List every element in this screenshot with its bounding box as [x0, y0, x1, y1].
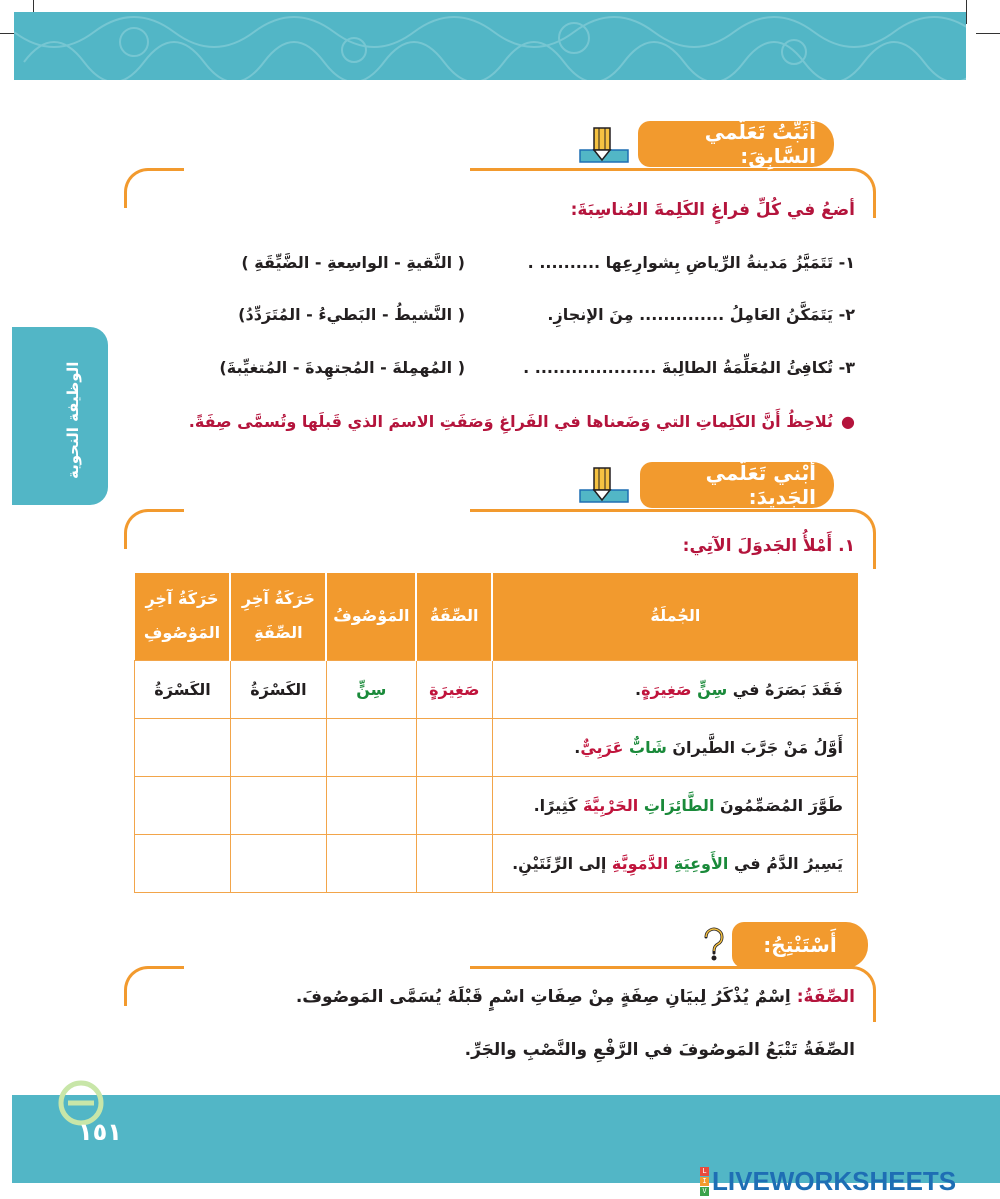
adjective-table — [134, 573, 858, 893]
pencil-icon — [578, 126, 630, 168]
header-described: المَوْصُوفُ — [326, 573, 416, 660]
question-mark-icon — [700, 926, 728, 966]
top-banner — [14, 12, 966, 80]
adjective-cell[interactable] — [416, 718, 492, 776]
bullet-icon: ● — [841, 412, 855, 431]
described-word: الأَوعِيَةِ — [673, 853, 729, 873]
sentence-cell: أَوَّلُ مَنْ جَرَّبَ الطَّيرانَ شَابٌّ عَرَبِيٌّ. — [492, 718, 857, 776]
exercise-options-3: ( المُهمِلةَ - المُجتهِدةَ - المُتغيِّبةَ) — [219, 358, 465, 377]
definition-term: الصِّفَةُ: — [796, 987, 855, 1007]
section2-task: ١. أَمْلأُ الجَدوَلَ الآتِي: — [682, 536, 855, 556]
described-cell[interactable] — [326, 776, 416, 834]
adjective-cell[interactable] — [416, 834, 492, 892]
section1-frame-left — [124, 168, 184, 208]
section3-frame-left — [124, 966, 184, 1006]
described-cell[interactable] — [326, 834, 416, 892]
section1-heading — [638, 121, 834, 167]
section2-heading-text: أَبْني تَعَلُّمي الجَديدَ: — [705, 461, 816, 509]
pencil-icon — [578, 466, 630, 508]
exercise-options-2: ( النَّشيطُ - البَطيءُ - المُتَرَدِّدُ) — [238, 305, 465, 324]
exercise-sentence-3: ٣- تُكافِئُ المُعَلِّمَةُ الطالِبةَ .................... . — [523, 358, 855, 377]
adjective-cell[interactable]: صَغِيرَةٍ — [416, 660, 492, 718]
adjective-ending-cell[interactable] — [230, 834, 326, 892]
section3-heading — [732, 922, 868, 968]
note-text: نُلاحِظُ أَنَّ الكَلِماتِ التي وَضَعناها في الفَراغِ وَصَفَتِ الاسمَ الذي قَبلَها وتُسمَّى صِفَةً. — [188, 412, 834, 431]
live-cubes-icon: L I V — [700, 1167, 709, 1196]
adjective-ending-cell[interactable]: الكَسْرَةُ — [230, 660, 326, 718]
crop-mark — [976, 33, 1000, 34]
described-cell[interactable] — [326, 718, 416, 776]
sentence-cell: طَوَّرَ المُصَمِّمُونَ الطَّائِرَاتِ الحَرْبِيَّةَ كَثِيرًا. — [492, 776, 857, 834]
exercise-sentence-1: ١- تَتَمَيَّزُ مَدينةُ الرِّياضِ بِشوارِعِها .......... . — [527, 253, 855, 272]
adjective-ending-cell[interactable] — [230, 776, 326, 834]
definition-text: اِسْمٌ يُذْكَرُ لِبيَانِ صِفَةٍ مِنْ صِفَاتِ اسْمٍ قَبْلَهُ يُسَمَّى المَوصُوفَ. — [295, 987, 797, 1007]
page-number: ١٥١ — [78, 1118, 122, 1146]
described-cell[interactable]: سِنٍّ — [326, 660, 416, 718]
adjective-word: الدَّمَوِيَّةِ — [611, 853, 669, 873]
side-tab-label: الوظيفة النحوية — [64, 361, 82, 479]
table-row — [135, 718, 858, 776]
adjective-word: صَغِيرَةٍ — [641, 679, 692, 699]
definition-line — [296, 987, 855, 1007]
table-row — [135, 776, 858, 834]
described-ending-cell[interactable] — [135, 834, 231, 892]
sentence-cell: يَسِيرُ الدَّمُ في الأَوعِيَةِ الدَّمَوِيَّةِ إلى الرِّئَتَيْنِ. — [492, 834, 857, 892]
header-described-ending: حَرَكَةُ آخِرِ المَوْصُوفِ — [135, 573, 231, 660]
arabesque-pattern-icon — [14, 12, 966, 80]
section1-note — [189, 412, 855, 431]
liveworksheets-logo[interactable] — [700, 1163, 956, 1199]
header-adjective-ending: حَرَكَةُ آخِرِ الصِّفَةِ — [230, 573, 326, 660]
described-ending-cell[interactable]: الكَسْرَةُ — [135, 660, 231, 718]
header-adjective: الصِّفَةُ — [416, 573, 492, 660]
described-word: سِنٍّ — [697, 679, 728, 699]
adjective-ending-cell[interactable] — [230, 718, 326, 776]
described-ending-cell[interactable] — [135, 718, 231, 776]
rule-line: الصِّفَةُ تَتْبَعُ المَوصُوفَ في الرَّفْعِ والنَّصْبِ والجَرِّ. — [464, 1040, 855, 1060]
exercise-options-1: ( النَّقيةِ - الواسِعةِ - الضَّيِّقَةِ ) — [241, 253, 465, 272]
adjective-cell[interactable] — [416, 776, 492, 834]
exercise-sentence-2: ٢- يَتَمَكَّنُ العَامِلُ .............. مِنَ الإنجازِ. — [547, 305, 855, 324]
adjective-word: الحَرْبِيَّةَ — [583, 795, 639, 815]
liveworksheets-text: LIVEWORKSHEETS — [712, 1165, 957, 1196]
table-row — [135, 660, 858, 718]
section2-frame-left — [124, 509, 184, 549]
described-word: شَابٌّ — [629, 737, 667, 757]
adjective-word: عَرَبِيٌّ — [580, 737, 624, 757]
table-header-row — [135, 573, 858, 660]
header-sentence: الجُملَةُ — [492, 573, 857, 660]
described-word: الطَّائِرَاتِ — [643, 795, 715, 815]
crop-mark — [966, 0, 967, 24]
section3-heading-text: أَسْتَنْتِجُ: — [763, 933, 837, 957]
section2-heading — [640, 462, 834, 508]
table-row — [135, 834, 858, 892]
described-ending-cell[interactable] — [135, 776, 231, 834]
section1-instruction: أضعُ في كُلِّ فراغٍ الكَلِمةَ المُناسِبَةَ: — [570, 200, 855, 220]
sentence-cell: فَقَدَ بَصَرَهُ في سِنٍّ صَغِيرَةٍ. — [492, 660, 857, 718]
section1-heading-text: أُثَبِّتُ تَعَلُّمي السَّابِقَ: — [704, 120, 816, 168]
